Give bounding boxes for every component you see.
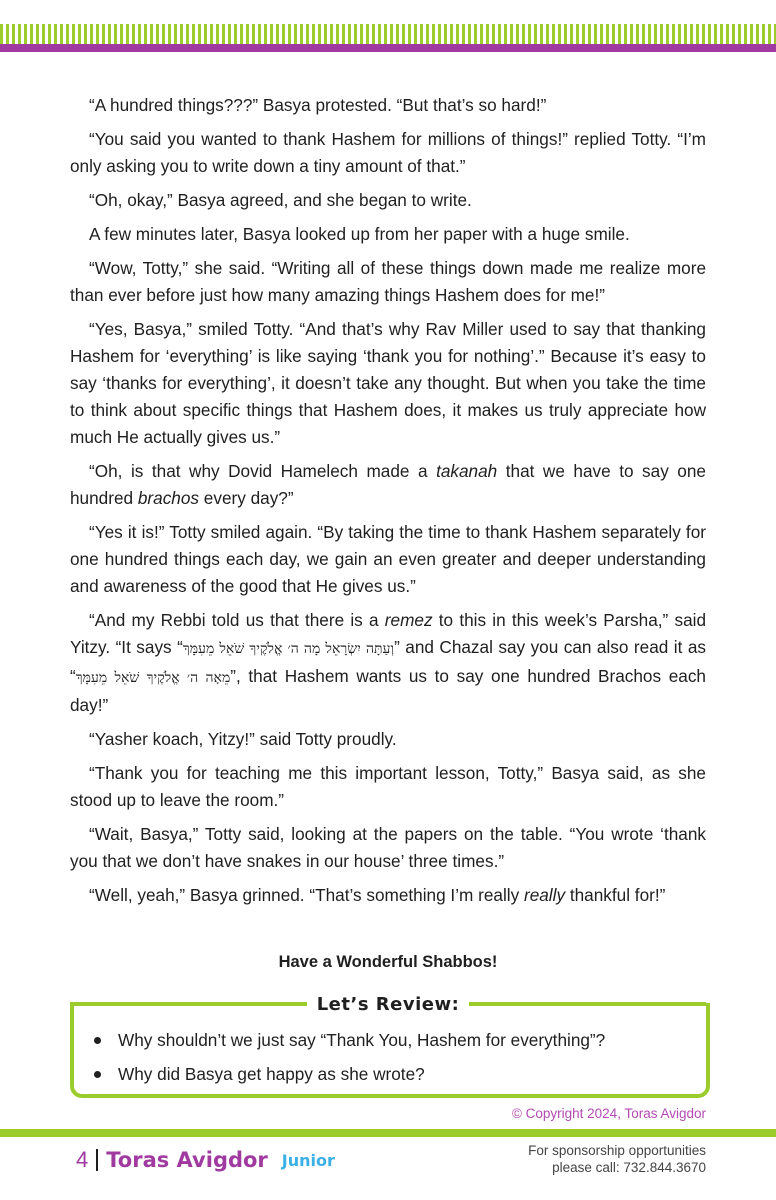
story-paragraph (70, 882, 706, 909)
page-number: 4 (76, 1147, 89, 1172)
sponsorship-info (528, 1142, 706, 1176)
footer-separator (96, 1149, 98, 1171)
story-paragraph (70, 760, 706, 814)
paragraph-text: every day?” (199, 488, 294, 508)
story-paragraph (70, 255, 706, 309)
copyright-notice: © Copyright 2024, Toras Avigdor (511, 1106, 706, 1121)
story-paragraph (70, 458, 706, 512)
paragraph-text: “Yes it is!” Totty smiled again. “By taking the time to thank Hashem separately for one hundred things each day, we gain an even greater and deeper understanding and awareness of the good that He gives us.” (70, 522, 706, 596)
italic-term: remez (384, 610, 433, 630)
paragraph-text: “Oh, okay,” Basya agreed, and she began to write. (89, 190, 472, 210)
hebrew-quote: וְעַתָּה יִשְׂרָאֵל מָה ה׳ אֱלֹקֶיךָ שֹׁאֵל מֵעִמָּךְ (182, 641, 395, 657)
story-paragraph (70, 187, 706, 214)
story-paragraph (70, 607, 706, 719)
paragraph-text: that we have to say one hundred (70, 461, 706, 508)
paragraph-text: “You said you wanted to thank Hashem for millions of things!” replied Totty. “I’m only asking you to write down a tiny amount of that.” (70, 129, 706, 176)
review-header-line-left (70, 1002, 307, 1006)
sponsorship-line-1: For sponsorship opportunities (528, 1143, 706, 1158)
story-paragraph (70, 92, 706, 119)
review-question: Why did Basya get happy as she wrote? (90, 1057, 605, 1091)
paragraph-text: “Wow, Totty,” she said. “Writing all of these things down made me realize more than ever before just how many amazing things Hashem does for me!” (70, 258, 706, 305)
paragraph-text: to this in this week’s Parsha,” said Yitzy. “It says “ (70, 610, 707, 657)
paragraph-text: “Yes, Basya,” smiled Totty. “And that’s why Rav Miller used to say that thanking Hashem for ‘everything’ is like saying ‘thank you for nothing’.” Because it’s easy to say ‘thanks for everything’, it doesn’t take any thought. But when you take the time to think about specific things that Hashem does, it makes us truly appreciate how much He actually gives us.” (70, 319, 706, 447)
brand-sub: Junior (281, 1150, 335, 1170)
top-stripe-border (0, 24, 776, 44)
paragraph-text: ”, that Hashem wants us to say one hundred Brachos each day!” (70, 666, 706, 715)
story-paragraph (70, 221, 706, 248)
paragraph-text: “A hundred things???” Basya protested. “But that’s so hard!” (89, 95, 547, 115)
footer-branding (76, 1145, 335, 1175)
italic-term: takanah (436, 461, 498, 481)
paragraph-text: “Yasher koach, Yitzy!” said Totty proudly. (89, 729, 397, 749)
story-paragraph (70, 821, 706, 875)
italic-term: brachos (137, 488, 200, 508)
brand-name: Toras Avigdor (106, 1148, 268, 1172)
paragraph-text: “And my Rebbi told us that there is a (89, 610, 385, 630)
story-paragraph (70, 126, 706, 180)
paragraph-text: “Oh, is that why Dovid Hamelech made a (89, 461, 437, 481)
paragraph-text: ” and Chazal say you can also read it as “ (70, 637, 706, 686)
paragraph-text: “Wait, Basya,” Totty said, looking at the papers on the table. “You wrote ‘thank you that we don’t have snakes in our house’ three times.” (70, 824, 706, 871)
top-accent-bar (0, 44, 776, 52)
paragraph-text: “Well, yeah,” Basya grinned. “That’s something I’m really (89, 885, 524, 905)
paragraph-text: “Thank you for teaching me this important lesson, Totty,” Basya said, as she stood up to leave the room.” (70, 763, 706, 810)
review-header (70, 990, 706, 1018)
hebrew-quote: מֵאָה ה׳ אֱלֹקֶיךָ שֹׁאֵל מֵעִמָּךְ (75, 670, 231, 686)
review-question: Why shouldn’t we just say “Thank You, Hashem for everything”? (90, 1023, 605, 1057)
paragraph-text: A few minutes later, Basya looked up from her paper with a huge smile. (89, 224, 630, 244)
story-body (70, 92, 706, 916)
closing-line: Have a Wonderful Shabbos! (278, 953, 498, 971)
review-questions (90, 1023, 605, 1091)
story-paragraph (70, 316, 706, 451)
sponsorship-phone: please call: 732.844.3670 (552, 1160, 706, 1175)
review-header-line-right (469, 1002, 706, 1006)
bottom-accent-bar (0, 1129, 776, 1137)
paragraph-text: thankful for!” (565, 885, 666, 905)
review-title: Let’s Review: (316, 993, 460, 1015)
story-paragraph (70, 726, 706, 753)
story-paragraph (70, 519, 706, 600)
italic-term: really (523, 885, 566, 905)
